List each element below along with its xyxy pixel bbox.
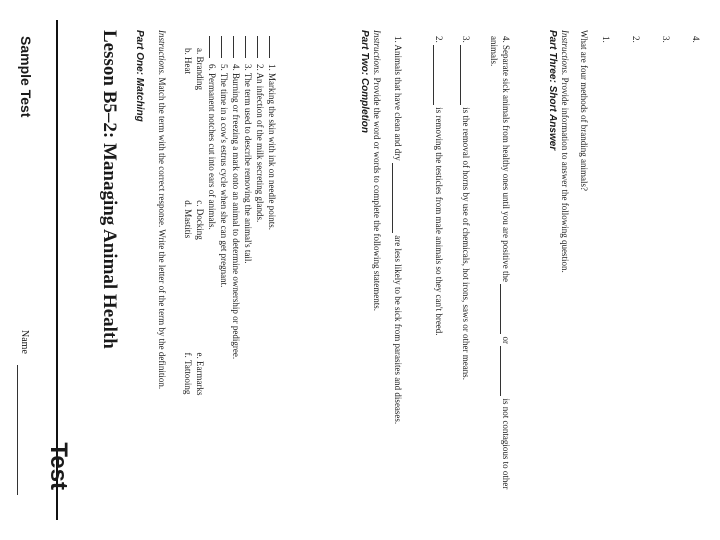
item-number: 2. (255, 64, 265, 71)
part-two-instructions-label: Instructions. (372, 30, 382, 76)
term-letter: c. (195, 200, 205, 207)
part-one-instructions (156, 30, 168, 510)
item-text-before: Animals that have clean and dry (393, 44, 403, 161)
answer-blank[interactable] (500, 284, 501, 334)
answer-blank[interactable] (257, 36, 258, 58)
answer-number-3: 3. (661, 36, 671, 43)
term-list (182, 48, 206, 508)
lesson-title: Lesson B5–2: Managing Animal Health (99, 30, 120, 349)
part-one-instructions-text: Match the term with the correct response. Write the letter of the term by the definition. (157, 77, 167, 390)
term-b (182, 48, 194, 198)
item-text-after: are less likely to be sick from parasites and diseases. (393, 235, 403, 425)
term-f (182, 353, 194, 473)
item-text-before: Separate sick animals from healthy ones until you are positive the (501, 45, 511, 282)
answer-blank[interactable] (221, 36, 222, 58)
page-title: Test (45, 442, 72, 490)
answer-number-2: 2. (631, 36, 641, 43)
short-answer-question: What are four methods of branding animals? (579, 30, 589, 191)
answer-blank[interactable] (433, 45, 434, 105)
matching-row (254, 36, 266, 506)
item-text: An infection of the milk secreting glands. (255, 72, 265, 223)
item-text: The time in a cow's estrus cycle when she can get pregnant. (219, 72, 229, 288)
term-text: Earmarks (195, 361, 205, 396)
item-text: Burning or freezing a mark onto an animal to determine ownership or pedigree. (231, 73, 241, 360)
item-number: 4. (501, 36, 511, 43)
matching-row (266, 36, 278, 506)
matching-items (206, 36, 278, 506)
term-letter: e. (195, 352, 205, 359)
part-one-instructions-label: Instructions. (157, 30, 167, 76)
part-three-instructions (559, 30, 571, 510)
completion-item-1 (392, 36, 404, 516)
part-three-heading: Part Three: Short Answer (547, 30, 558, 151)
matching-row (218, 36, 230, 506)
term-e (194, 353, 206, 473)
item-text-after: is the removal of horns by use of chemicals, hot irons, saws or other means. (461, 107, 471, 380)
item-number: 3. (461, 36, 471, 43)
answer-blank[interactable] (209, 36, 210, 58)
item-text: Marking the skin with ink on needle points. (267, 73, 277, 230)
item-text: Permanent notches cut into ears of animals. (207, 73, 217, 230)
item-number: 2. (434, 36, 444, 43)
term-text: Branding (195, 56, 205, 90)
term-letter: d. (183, 200, 193, 207)
term-c (194, 200, 206, 350)
item-text: The term used to describe removing the animal's tail. (243, 72, 253, 264)
matching-row (242, 36, 254, 506)
item-number: 1. (267, 64, 277, 71)
matching-row (230, 36, 242, 506)
matching-row (206, 36, 218, 506)
answer-blank[interactable] (245, 36, 246, 58)
answer-blank[interactable] (392, 163, 393, 233)
part-two-instructions (371, 30, 383, 510)
part-three-instructions-label: Instructions. (560, 30, 570, 76)
term-text: Mastitis (183, 209, 193, 239)
item-number: 5. (219, 64, 229, 71)
completion-item-4 (488, 36, 512, 516)
item-text-after: is removing the testicles from male animals so they can't breed. (434, 107, 444, 336)
part-two-instructions-text: Provide the word or words to complete the following statements. (372, 77, 382, 311)
item-number: 4. (231, 64, 241, 71)
completion-item-3 (460, 36, 472, 516)
term-text: Heat (183, 57, 193, 74)
term-a (194, 48, 206, 198)
part-three-instructions-text: Provide information to answer the following question. (560, 77, 570, 273)
term-text: Docking (195, 208, 205, 240)
answer-blank[interactable] (233, 36, 234, 58)
item-number: 6. (207, 64, 217, 71)
item-text-after: is not contagious to other animals. (489, 36, 511, 490)
answer-number-4: 4. (691, 36, 701, 43)
term-letter: a. (195, 48, 205, 55)
name-line (17, 365, 18, 495)
term-letter: b. (183, 48, 193, 55)
sample-test-label: Sample Test (18, 36, 34, 118)
part-two-heading: Part Two: Completion (359, 30, 370, 133)
term-letter: f. (183, 352, 193, 358)
answer-blank[interactable] (460, 45, 461, 105)
item-number: 3. (243, 64, 253, 71)
term-text: Tattooing (183, 360, 193, 395)
item-text-mid: or (501, 336, 511, 344)
item-number: 1. (393, 36, 403, 43)
name-label: Name (19, 330, 30, 354)
term-d (182, 200, 194, 350)
part-one-heading: Part One: Matching (134, 30, 145, 122)
completion-item-2 (433, 36, 445, 516)
answer-blank[interactable] (269, 36, 270, 58)
answer-blank[interactable] (500, 346, 501, 396)
answer-number-1: 1. (601, 36, 611, 43)
